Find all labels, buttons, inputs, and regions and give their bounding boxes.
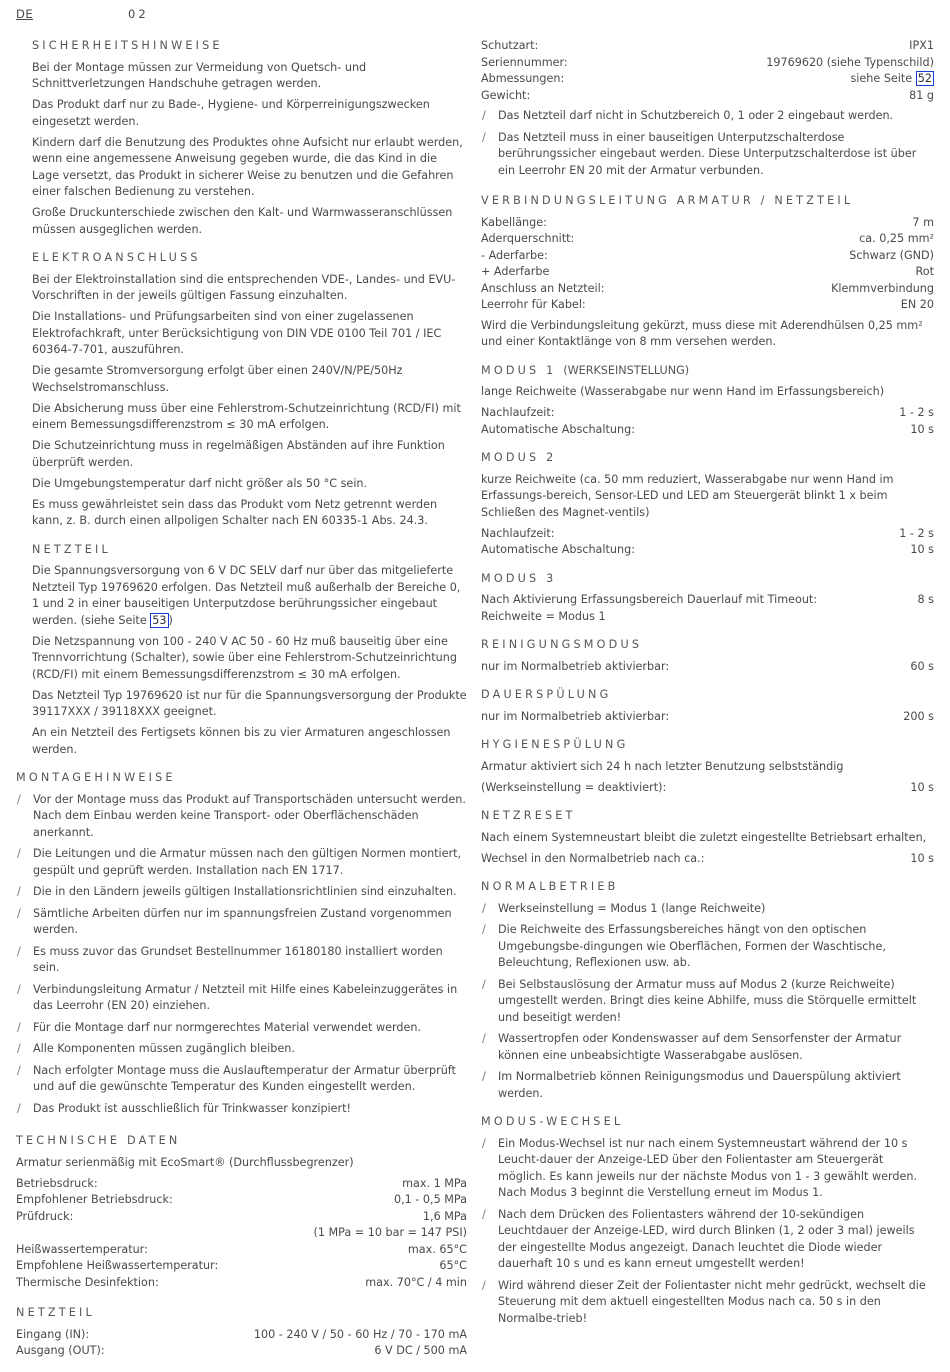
list-item: / Das Produkt ist ausschließlich für Trinkwasser konzipiert! [16, 1101, 467, 1118]
data-value: IPX1 [909, 39, 934, 52]
list-item: / Im Normalbetrieb können Reinigungsmodus und Dauerspülung aktiviert werden. [481, 1069, 934, 1102]
data-row [16, 1225, 467, 1242]
data-value: 65°C [439, 1259, 467, 1272]
mode-change-list [481, 1136, 934, 1328]
list-item: / Nach dem Drücken des Folientasters während der 10-sekündigen Leuchtdauer der Anzeige-LED, wird durch Blinken (1, 2 oder 3 mal) jeweils der eingestellte Modus angezeigt. Danach leuchtet die Diode wieder dauerhaft 10 s und es kann erneut umgestellt werden! [481, 1207, 934, 1273]
section-title: NORMALBETRIEB [481, 880, 619, 893]
paragraph: Die gesamte Stromversorgung erfolgt über einen 240V/N/PE/50Hz Wechselstromanschluss. [32, 364, 403, 394]
mounting-list [16, 792, 467, 1118]
list-item: / Die Reichweite des Erfassungsbereiches hängt von den optischen Umgebungsbe-dingungen wie Oberflächen, Formen der Waschtische, Beleuchtung, Reflexionen usw. ab. [481, 922, 934, 972]
data-key: - Aderfarbe: [481, 248, 548, 262]
list-item: / Es muss zuvor das Grundset Bestellnummer 16180180 installiert worden sein. [16, 944, 467, 977]
normal-operation-section [481, 879, 934, 1102]
section-title [481, 363, 934, 380]
list-item: / Wird während dieser Zeit der Folientaster nicht mehr gedrückt, wechselt die Steuerung mit dem aktuell eingestellten Modus nach ca. 50 s in den Normalbe-trieb! [481, 1278, 934, 1328]
dimension-text: siehe Seite [850, 72, 916, 85]
paragraph-end: ) [168, 613, 173, 627]
data-row [481, 297, 934, 314]
tech-data-section [16, 1133, 467, 1291]
data-value: 81 g [909, 88, 934, 102]
data-value: 7 m [912, 215, 934, 229]
data-row [16, 1176, 467, 1193]
paragraph: Die Umgebungstemperatur darf nicht größer als 50 °C sein. [32, 476, 368, 490]
paragraph-text: Die Spannungsversorgung von 6 V DC SELV darf nur über das mitgelieferte Netzteil Typ 19769620 erfolgen. Das Netzteil muß außerhalb der Bereiche 0, 1 und 2 in einer bauseitigen Unterputzdose berührungssicher eingebaut werden. (siehe Seite [32, 564, 461, 627]
data-value: (1 MPa = 10 bar = 147 PSI) [313, 1226, 467, 1239]
paragraph: Die Installations- und Prüfungsarbeiten sind von einer zugelassenen Elektrofachkraft, unter Berücksichtigung von DIN VDE 0100 Teil 701 / IEC 60364-7-701, auszuführen. [32, 310, 442, 356]
language-code: DE [16, 7, 34, 21]
data-value: EN 20 [900, 298, 934, 311]
data-row [481, 851, 934, 868]
list-item: / Verbindungsleitung Armatur / Netzteil mit Hilfe eines Kabeleinzuggerätes in das Leerrohr (EN 20) einziehen. [16, 982, 467, 1015]
list-item: / Alle Komponenten müssen zugänglich bleiben. [16, 1041, 467, 1058]
paragraph: Bei der Elektroinstallation sind die entsprechenden VDE-, Landes- und EVU-Vorschriften in der jeweils gültigen Fassung einzuhalten. [32, 272, 456, 302]
data-key: Leerrohr für Kabel: [481, 298, 586, 311]
data-value: 100 - 240 V / 50 - 60 Hz / 70 - 170 mA [253, 1327, 467, 1341]
data-row [481, 780, 934, 797]
data-row [481, 215, 934, 232]
data-row [481, 264, 934, 281]
data-key: nur im Normalbetrieb aktivierbar: [481, 659, 670, 673]
data-key: Empfohlener Betriebsdruck: [16, 1193, 173, 1206]
data-row [16, 1275, 467, 1292]
data-value: 10 s [910, 422, 934, 436]
section-title: MODUS 2 [481, 451, 557, 464]
data-key: Empfohlene Heißwassertemperatur: [16, 1259, 219, 1272]
data-row [481, 88, 934, 105]
continuous-flush-section [481, 687, 934, 725]
section-title: MODUS-WECHSEL [481, 1115, 624, 1128]
list-item: / Ein Modus-Wechsel ist nur nach einem Systemneustart während der 10 s Leucht-dauer der Anzeige-LED über den Folientaster am Steuergerät möglich. Es kann jeweils nur der nächste Modus von 1 - 3 gewählt werden. Nach Modus 3 beginnt die Verstellung erneut im Modus 1. [481, 1136, 934, 1202]
data-value: max. 1 MPa [402, 1176, 467, 1190]
data-value: 1 - 2 s [899, 526, 934, 540]
data-value: ca. 0,25 mm² [859, 232, 934, 245]
mode1-section [481, 363, 934, 439]
data-row [481, 526, 934, 543]
mode2-section [481, 450, 934, 559]
mode-description: kurze Reichweite (ca. 50 mm reduziert, Wasserabgabe nur wenn Hand im Erfassungs-bereich, Sensor-LED und LED am Steuergerät blinkt 1 x beim Schließen des Magnet-ventils) [481, 472, 894, 519]
section-title: SICHERHEITSHINWEISE [32, 39, 223, 52]
list-item: / Nach erfolgter Montage muss die Auslauftemperatur der Armatur überprüft und auf die gewünschte Temperatur des Kunden eingestellt werden. [16, 1063, 467, 1096]
data-key: Kabellänge: [481, 215, 547, 229]
data-value: 10 s [910, 780, 934, 794]
list-item: / Wassertropfen oder Kondenswasser auf dem Sensorfenster der Armatur können eine unbeabsichtigte Wasserabgabe auslösen. [481, 1031, 934, 1064]
cleaning-mode-section [481, 637, 934, 675]
section-title: NETZRESET [481, 809, 576, 822]
data-value: 60 s [910, 659, 934, 673]
data-key: Betriebsdruck: [16, 1176, 98, 1190]
paragraph: Es muss gewährleistet sein dass das Produkt vom Netz getrennt werden kann, z. B. durch einen allpoligen Schalter nach EN 60335-1 Abs. 24.3. [32, 497, 438, 527]
page-header [16, 6, 149, 23]
data-value: 0,1 - 0,5 MPa [393, 1193, 467, 1206]
page-reference-link[interactable]: 53 [152, 613, 167, 627]
page-reference-link[interactable]: 52 [917, 72, 932, 85]
data-key: Automatische Abschaltung: [481, 422, 635, 436]
section-title: DAUERSPÜLUNG [481, 688, 612, 701]
paragraph: Die Schutzeinrichtung muss in regelmäßigen Abständen auf ihre Funktion überprüft werden. [32, 439, 445, 469]
list-item: / Die in den Ländern jeweils gültigen Installationsrichtlinien sind einzuhalten. [16, 884, 467, 901]
paragraph: Große Druckunterschiede zwischen den Kalt- und Warmwasseranschlüssen müssen ausgeglichen werden. [32, 206, 453, 236]
paragraph: Bei der Montage müssen zur Vermeidung von Quetsch- und Schnittverletzungen Handschuhe getragen werden. [32, 60, 367, 90]
section-title: ELEKTROANSCHLUSS [32, 251, 201, 264]
data-key: Aderquerschnitt: [481, 232, 575, 245]
cable-note: Wird die Verbindungsleitung gekürzt, muss diese mit Aderendhülsen 0,25 mm² und einer Kontaktlänge von 8 mm versehen werden. [481, 318, 923, 348]
data-value: Schwarz (GND) [849, 248, 934, 262]
section-title: MONTAGEHINWEISE [16, 771, 176, 784]
data-value: max. 65°C [407, 1242, 467, 1256]
list-item: / Für die Montage darf nur normgerechtes Material verwendet werden. [16, 1020, 467, 1037]
data-row [481, 281, 934, 298]
data-value: Rot [915, 265, 934, 278]
data-row [481, 592, 934, 609]
data-row [481, 405, 934, 422]
mode-change-section [481, 1114, 934, 1327]
data-value: 19769620 (siehe Typenschild) [766, 55, 934, 69]
electro-section [16, 250, 467, 530]
data-value: 1,6 MPa [422, 1209, 467, 1223]
data-key: Thermische Desinfektion: [16, 1275, 159, 1289]
list-item: / Werkseinstellung = Modus 1 (lange Reichweite) [481, 901, 934, 918]
data-key: Nachlaufzeit: [481, 406, 555, 419]
data-key: (Werkseinstellung = deaktiviert): [481, 780, 667, 794]
left-column [16, 38, 467, 1372]
data-row [481, 248, 934, 265]
data-value: 200 s [903, 709, 934, 723]
data-key: Seriennummer: [481, 55, 568, 69]
mode-subtitle: (WERKSEINSTELLUNG) [563, 363, 690, 377]
data-value: 1 - 2 s [899, 406, 934, 419]
section-title: MODUS 3 [481, 571, 557, 585]
data-row [16, 1327, 467, 1344]
data-value: 6 V DC / 500 mA [374, 1344, 467, 1357]
data-row [481, 231, 934, 248]
section-title: NETZTEIL [32, 542, 111, 556]
data-row [481, 542, 934, 559]
section-title: TECHNISCHE DATEN [16, 1134, 181, 1147]
data-key: Gewicht: [481, 88, 531, 102]
normal-operation-list [481, 901, 934, 1103]
data-value: 10 s [910, 543, 934, 556]
paragraph: Das Netzteil Typ 19769620 ist nur für die Spannungsversorgung der Produkte 39117XXX / 39118XXX geeignet. [32, 688, 467, 718]
data-row [16, 1258, 467, 1275]
mounting-section [16, 770, 467, 1117]
section-title: VERBINDUNGSLEITUNG ARMATUR / NETZTEIL [481, 194, 854, 207]
paragraph: An ein Netzteil des Fertigsets können bis zu vier Armaturen angeschlossen werden. [32, 726, 451, 756]
data-row [16, 1192, 467, 1209]
data-row [481, 38, 934, 55]
hygiene-flush-section [481, 737, 934, 796]
net-reset-section [481, 808, 934, 867]
list-item: / Sämtliche Arbeiten dürfen nur im spannungsfreien Zustand vorgenommen werden. [16, 906, 467, 939]
data-key: Ausgang (OUT): [16, 1344, 105, 1357]
page-number: 02 [128, 7, 149, 21]
paragraph: Das Produkt darf nur zu Bade-, Hygiene- und Körperreinigungszwecken eingesetzt werden. [32, 98, 430, 128]
list-item: / Vor der Montage muss das Produkt auf Transportschäden untersucht werden. Nach dem Einbau werden keine Transport- oder Oberflächenschäden anerkannt. [16, 792, 467, 842]
list-item: / Die Leitungen und die Armatur müssen nach den gültigen Normen montiert, gespült und geprüft werden. Installation nach EN 1717. [16, 846, 467, 879]
data-row [481, 55, 934, 72]
data-key: nur im Normalbetrieb aktivierbar: [481, 709, 670, 723]
data-row [16, 1209, 467, 1226]
data-row [481, 422, 934, 439]
data-row [16, 1242, 467, 1259]
psu-notes-list [481, 108, 934, 179]
data-value [850, 71, 934, 88]
data-key: Anschluss an Netzteil: [481, 281, 605, 295]
mode-description: Reichweite = Modus 1 [481, 609, 606, 623]
list-item: / Das Netzteil muss in einer bauseitigen Unterputzschalterdose berührungssicher eingebaut werden. Diese Unterputzschalterdose ist über ein Leerrohr EN 20 mit der Armatur verbunden. [481, 130, 934, 180]
data-key: Prüfdruck: [16, 1209, 74, 1223]
list-item: / Das Netzteil darf nicht in Schutzbereich 0, 1 oder 2 eingebaut werden. [481, 108, 934, 125]
psu-data-section [16, 1305, 467, 1360]
data-value: 10 s [910, 851, 934, 865]
paragraph: Kindern darf die Benutzung des Produktes ohne Aufsicht nur erlaubt werden, wenn eine angemessene Anweisung gegeben wurde, die das Kind in die Lage versetzt, das Produkt in sicherer Weise zu benutzen und die Gefahren einer falschen Bedienung zu verstehen. [32, 135, 463, 198]
section-title: NETZTEIL [16, 1306, 95, 1319]
data-key: Schutzart: [481, 39, 539, 52]
safety-section [16, 38, 467, 238]
reset-text: Nach einem Systemneustart bleibt die zuletzt eingestellte Betriebsart erhalten, [481, 830, 927, 844]
section-title: REINIGUNGSMODUS [481, 638, 643, 651]
paragraph: Die Netzspannung von 100 - 240 V AC 50 - 60 Hz muß bauseitig über eine Trennvorrichtung (Schalter), sowie über eine Fehlerstrom-Schutzeinrichtung (RCD/FI) mit einem Bemessungsdifferenzstrom ≤ 30 mA erfolgen. [32, 634, 457, 681]
data-key: Automatische Abschaltung: [481, 543, 635, 556]
data-key: Eingang (IN): [16, 1327, 90, 1341]
data-value: Klemmverbindung [831, 281, 934, 295]
mode-title: MODUS 1 [481, 363, 557, 377]
data-row [481, 659, 934, 676]
data-key: Nachlaufzeit: [481, 526, 555, 540]
data-row [16, 1343, 467, 1360]
hygiene-text: Armatur aktiviert sich 24 h nach letzter Benutzung selbstständig [481, 759, 844, 773]
list-item: / Bei Selbstauslösung der Armatur muss auf Modus 2 (kurze Reichweite) umgestellt werden. Bringt dies keine Abhilfe, muss die Störquelle ermittelt und beseitigt werden! [481, 977, 934, 1027]
data-key: Nach Aktivierung Erfassungsbereich Dauerlauf mit Timeout: [481, 593, 818, 606]
data-key: + Aderfarbe [481, 265, 550, 278]
paragraph [32, 563, 467, 629]
data-key: Heißwassertemperatur: [16, 1242, 148, 1256]
data-key: Wechsel in den Normalbetrieb nach ca.: [481, 851, 705, 865]
cable-section [481, 193, 934, 351]
right-column [481, 38, 934, 1339]
section-title: HYGIENESPÜLUNG [481, 738, 629, 751]
paragraph: Die Absicherung muss über eine Fehlerstrom-Schutzeinrichtung (RCD/FI) mit einem Bemessungsdifferenzstrom ≤ 30 mA erfolgen. [32, 401, 461, 431]
data-row [481, 71, 934, 88]
data-row [481, 709, 934, 726]
data-key: Abmessungen: [481, 72, 565, 85]
psu-specs-section [481, 38, 934, 179]
mode-description: lange Reichweite (Wasserabgabe nur wenn Hand im Erfassungsbereich) [481, 385, 885, 398]
data-value: 8 s [917, 593, 934, 606]
mode3-section [481, 571, 934, 626]
data-value: max. 70°C / 4 min [365, 1275, 467, 1289]
psu-section [16, 542, 467, 759]
tech-intro: Armatur serienmäßig mit EcoSmart® (Durchflussbegrenzer) [16, 1155, 354, 1169]
